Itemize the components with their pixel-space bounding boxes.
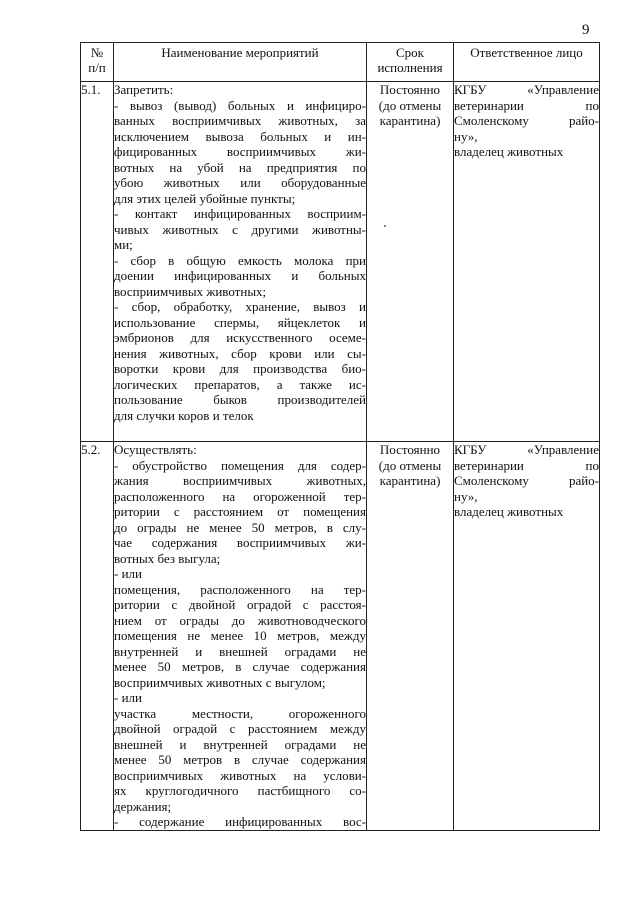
header-term-line: Срок [396,45,424,60]
deadline-text-line: (до отмены [378,457,442,473]
table-header-row [81,43,600,82]
responsible-text-line: ну», [454,128,478,144]
row-number: 5.2. [81,442,114,831]
responsible-text-line: ветеринарии по [454,457,599,473]
header-num [81,43,114,82]
responsible-text-line: КГБУ «Управление [454,442,599,457]
measure-text-line: логических препаратов, а также ис- [114,376,366,392]
measure-text-line: ях круглогодичного пастбищного со- [114,783,366,798]
measure-text-line: внутренней и внешней оградами не [114,643,366,659]
page-number: 9 [582,22,590,38]
measure-text-line: ритории с расстоянием от помещения [114,504,366,519]
responsible-text-line: ну», [454,488,478,504]
measure-text-line: восприимчивых животных на услови- [114,767,366,783]
measure-text-line: использование спермы, яйцеклеток и [114,314,366,330]
measure-text-line: - сбор, обработку, хранение, вывоз и [114,299,366,314]
deadline-text-line: Постоянно [379,442,441,457]
measure-text-line: чае содержания восприимчивых жи- [114,535,366,550]
deadline-cell [367,82,454,442]
measure-text-line: внешней и внутренней оградами не [114,736,366,752]
responsible-text-line: ветеринарии по [454,97,599,113]
header-num-line: № [90,45,104,60]
deadline-text-line: Постоянно [379,82,441,97]
measure-text-line: расположенного на огороженной тер- [114,488,366,504]
measure-text-line: менее 50 метров в случае содержания [114,752,366,767]
deadline-text-line: (до отмены [378,97,442,113]
responsible-text-line: КГБУ «Управление [454,82,599,97]
deadline-text-line: карантина) [379,113,441,128]
measure-text-line: - вывоз (вывод) больных и инфициро- [114,97,366,113]
measure-text-line: убою животных или оборудованные [114,175,366,190]
header-term-line: исполнения [377,60,443,75]
measure-text-line: пользование быков производителей [114,392,366,407]
measure-text-line: - или [114,566,142,581]
header-name-line: Наименование мероприятий [161,45,319,60]
measure-text-line: участка местности, огороженного [114,705,366,721]
responsible-text-line: Смоленскому райо- [454,113,599,128]
measure-text-line: - содержание инфицированных вос- [114,814,366,829]
measure-text-line: восприимчивых животных с выгулом; [114,674,326,690]
measure-text-line: воротки крови для производства био- [114,361,366,376]
responsible-text-line: владелец животных [454,504,564,519]
deadline-cell [367,442,454,831]
header-name [114,43,367,82]
measure-text-line: менее 50 метров, в случае содержания [114,659,366,674]
measure-text-line: помещения не менее 10 метров, между [114,628,366,643]
measure-description [114,442,367,831]
measure-text-line: Осуществлять: [114,442,197,457]
measure-text-line: чивых животных с другими животны- [114,221,366,237]
measure-text-line: исключением вывоза больных и ин- [114,128,366,144]
measure-text-line: держания; [114,798,172,814]
table-row [81,442,600,831]
measure-text-line: фицированных восприимчивых жи- [114,144,366,159]
measure-text-line: вотных без выгула; [114,550,221,566]
header-responsible-line: Ответственное лицо [470,45,583,60]
measure-text-line: для случки коров и телок [114,407,254,423]
measure-text-line: доении инфицированных и больных [114,268,366,283]
measure-text-line: - сбор в общую емкость молока при [114,252,366,268]
measure-text-line: ритории с двойной оградой с расстоя- [114,597,366,612]
measure-text-line: Запретить: [114,82,174,97]
measure-text-line: нием от ограды до животноводческого [114,612,366,628]
measure-text-line: вотных на убой на предприятия по [114,159,366,175]
measure-text-line: до ограды не менее 50 метров, в слу- [114,519,366,535]
measure-text-line: восприимчивых животных; [114,283,267,299]
measure-text-line: - или [114,690,142,705]
header-responsible [454,43,600,82]
measure-text-line: двойной оградой с расстоянием между [114,721,366,736]
responsible-cell [454,82,600,442]
measure-text-line: ванных восприимчивых животных, за [114,113,366,128]
measure-text-line: ми; [114,237,133,252]
measure-text-line: нения животных, сбор крови или сы- [114,345,366,361]
header-term [367,43,454,82]
measure-text-line: жания восприимчивых животных, [114,473,366,488]
measure-text-line: помещения, расположенного на тер- [114,581,366,597]
measure-text-line: для этих целей убойные пункты; [114,190,296,206]
measure-description [114,82,367,442]
deadline-text-line: карантина) [379,473,441,488]
responsible-text-line: Смоленскому райо- [454,473,599,488]
responsible-cell [454,442,600,831]
responsible-text-line: владелец животных [454,144,564,159]
measure-text-line: - контакт инфицированных восприим- [114,206,366,221]
row-number: 5.1. [81,82,114,442]
measure-text-line: - обустройство помещения для содер- [114,457,366,473]
header-num-line: п/п [88,60,106,75]
table-row [81,82,600,442]
measures-table [80,42,600,831]
measure-text-line: эмбрионов для искусственного осеме- [114,330,366,345]
